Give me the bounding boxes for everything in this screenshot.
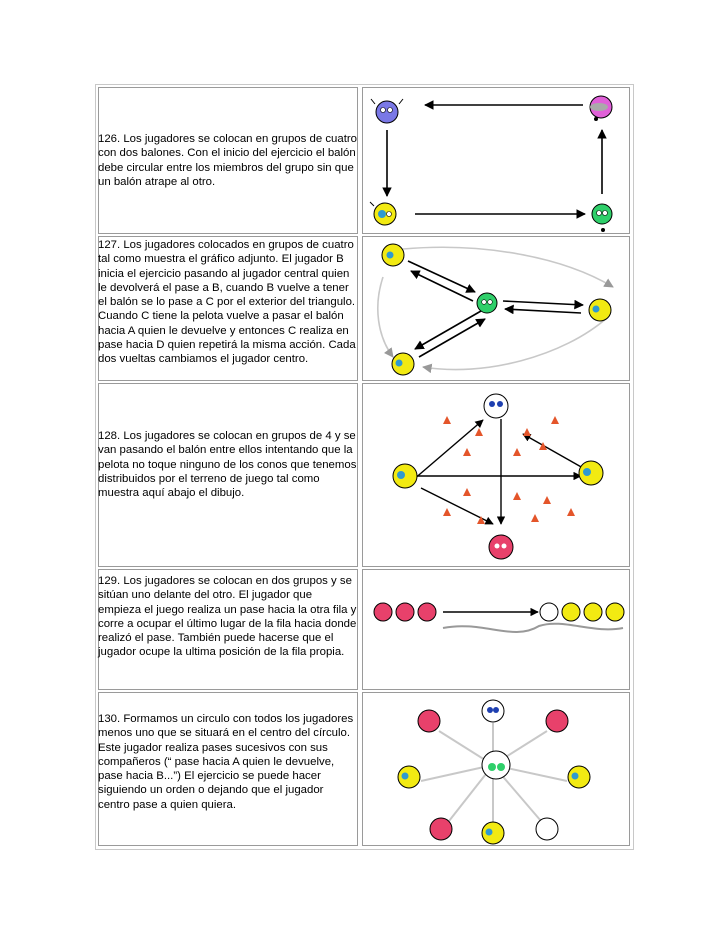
player-pink bbox=[374, 603, 392, 621]
player-pink bbox=[418, 710, 440, 732]
diagram-cell bbox=[362, 569, 630, 690]
player-yellow bbox=[482, 822, 504, 844]
diagram-cell bbox=[362, 236, 630, 381]
player-green bbox=[592, 204, 612, 232]
player-white bbox=[540, 603, 558, 621]
player-white bbox=[536, 818, 558, 840]
player-pink bbox=[396, 603, 414, 621]
player-white bbox=[482, 700, 504, 722]
player-yellow bbox=[382, 244, 404, 266]
player-yellow bbox=[398, 766, 420, 788]
player-green bbox=[477, 293, 497, 313]
exercise-row bbox=[96, 236, 633, 381]
cones-passing-diagram bbox=[363, 384, 630, 567]
rows-passing-diagram bbox=[363, 570, 630, 690]
player-pink bbox=[418, 603, 436, 621]
exercise-text: 126. Los jugadores se colocan en grupos de cuatro con dos balones. Con el inicio del ejercicio el balón debe circular entre los miembros del grupo sin que un balón atrape al otro. bbox=[98, 133, 357, 188]
triangle-passing-diagram bbox=[363, 237, 630, 381]
diagram-cell bbox=[362, 87, 630, 234]
exercise-row bbox=[96, 692, 633, 846]
player-white bbox=[484, 394, 508, 418]
cones bbox=[443, 416, 575, 524]
player-white-center bbox=[482, 751, 510, 779]
player-pink bbox=[590, 96, 612, 121]
player-yellow bbox=[562, 603, 580, 621]
player-yellow bbox=[606, 603, 624, 621]
exercise-table bbox=[95, 84, 634, 850]
player-yellow bbox=[589, 299, 611, 321]
player-pink bbox=[489, 535, 513, 559]
player-yellow bbox=[568, 766, 590, 788]
exercise-row bbox=[96, 383, 633, 567]
diagram-cell bbox=[362, 692, 630, 846]
player-yellow bbox=[579, 461, 603, 485]
player-yellow bbox=[393, 464, 417, 488]
exercise-row bbox=[96, 87, 633, 234]
exercise-text: 130. Formamos un circulo con todos los jugadores menos uno que se situará en el centro del círculo. Este jugador realiza pases sucesivos con sus compañeros (“ pase hacia A quien le devuelve, pase hacia B...”) El ejercicio se puede hacer siguiendo un orden o dejando que el jugador centro pase a quien quiera. bbox=[98, 713, 354, 811]
player-purple bbox=[371, 99, 403, 123]
exercise-text: 129. Los jugadores se colocan en dos grupos y se sitúan uno delante del otro. El jugador que empieza el juego realiza un pase hacia la otra fila y corre a ocupar el último lugar de la fila hacia donde realizó el pase. También puede hacerse que el jugador ocupe la ultima posición de la fila propia. bbox=[98, 575, 357, 659]
exercise-text: 127. Los jugadores colocados en grupos de cuatro tal como muestra el gráfico adjunto. El jugador B inicia el ejercicio pasando al jugador central quien le devolverá el pase a B, cuando B vuelve a tener el balón se lo pase a C por el exterior del triangulo. Cuando C tiene la pelota vuelve a pasar el balón hacia A quien le devuelve y entonces C realiza en pase hacia D quien repetirá la misma acción. Cada dos vueltas cambiamos el jugador centro. bbox=[98, 239, 356, 366]
exercise-row bbox=[96, 569, 633, 690]
rectangle-passing-diagram bbox=[363, 88, 630, 234]
player-yellow bbox=[584, 603, 602, 621]
exercise-text: 128. Los jugadores se colocan en grupos de 4 y se van pasando el balón entre ellos intentando que la pelota no toque ninguno de los conos que tenemos distribuidos por el terreno de juego tal como muestra aquí abajo el dibujo. bbox=[98, 430, 357, 500]
player-pink bbox=[430, 818, 452, 840]
circle-passing-diagram bbox=[363, 693, 630, 846]
player-pink bbox=[546, 710, 568, 732]
diagram-cell bbox=[362, 383, 630, 567]
player-yellow bbox=[370, 202, 396, 225]
player-yellow bbox=[392, 353, 414, 375]
